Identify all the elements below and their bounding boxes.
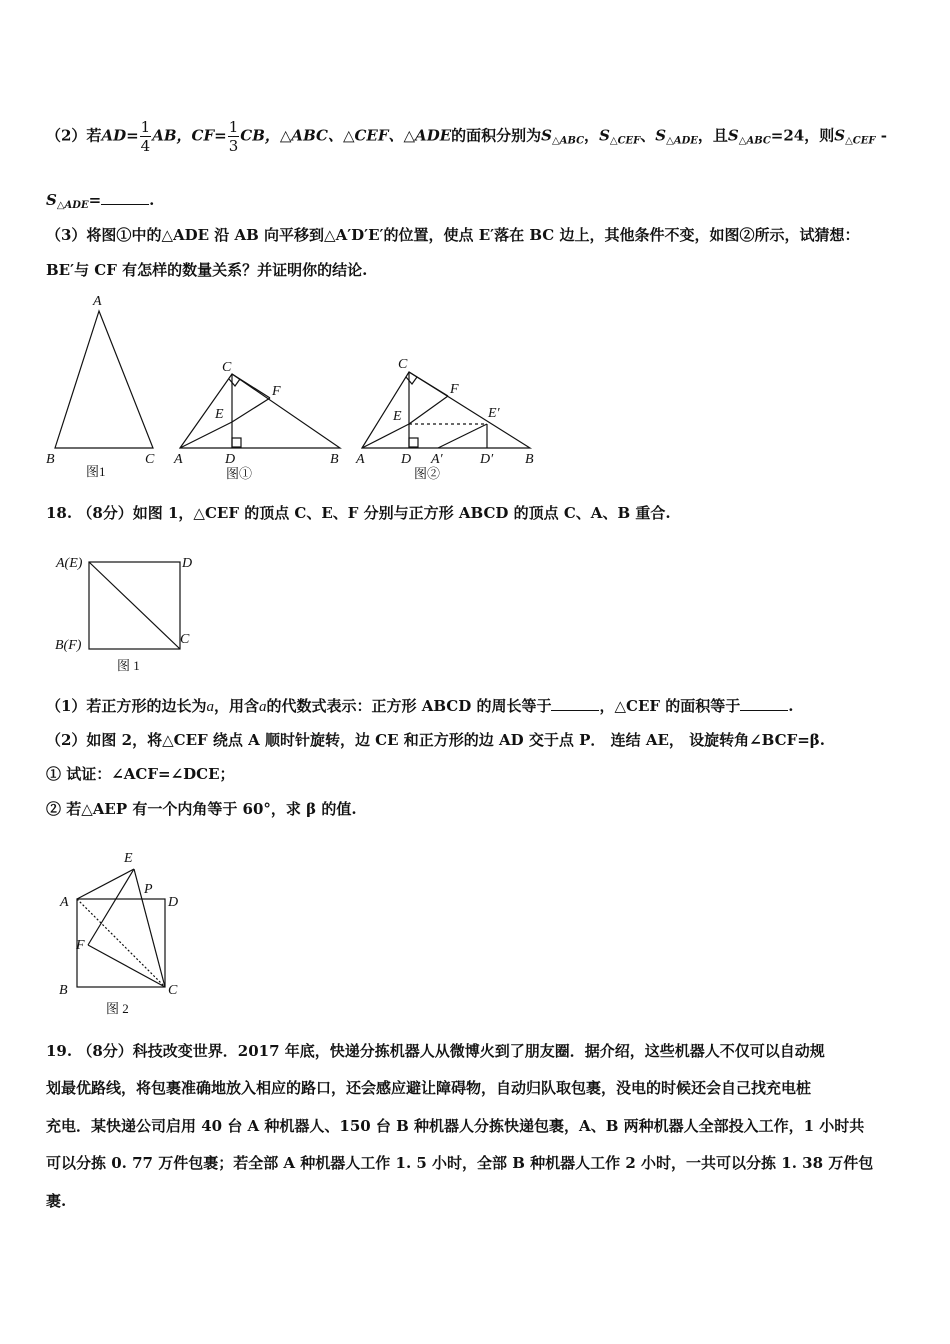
area-symbol: S [46, 191, 57, 209]
q18-part1-text: 的代数式表示：正方形 ABCD 的周长等于 [266, 697, 552, 715]
area-subscript: △CEF [845, 135, 876, 147]
figa-label-b: B [330, 452, 339, 467]
fraction-numerator: 1 [228, 118, 239, 136]
area-symbol: S [655, 126, 667, 145]
q19-line3: 充电．某快递公司启用 40 台 A 种机器人、150 台 B 种机器人分拣快递包裹，A、B 两种机器人全部投入工作，1 小时共 [46, 1117, 865, 1135]
fig1-caption: 图1 [86, 464, 106, 479]
segment-cb: CB， [240, 126, 280, 145]
segment-cf: CF [191, 126, 215, 145]
fig18b-label-b: B [59, 983, 68, 998]
punctuation: ， [584, 126, 600, 145]
segment-ab: AB， [152, 126, 192, 145]
q18-part2-i: ① 试证：∠ACF=∠DCE； [46, 765, 235, 783]
area-subscript: △ADE [56, 200, 89, 211]
q17-part3-line1: （3）将图①中的△ADE 沿 AB 向平移到△A′D′E′的位置，使点 E′落在 BC 边上，其他条件不变，如图②所示，试猜想： [46, 226, 860, 244]
area-symbol: S [599, 126, 610, 145]
equals-sign: = [88, 191, 102, 209]
q18-part1-text: （1）若正方形的边长为 [46, 697, 207, 715]
figb-label-f: F [450, 382, 459, 397]
figa-label-e: E [215, 407, 224, 422]
area-symbol: S [541, 126, 552, 145]
figa-caption: 图① [226, 466, 253, 481]
and-text: ，且 [697, 126, 728, 145]
area-symbol: S [834, 126, 846, 145]
q17-part3-line2: BE′与 CF 有怎样的数量关系？并证明你的结论. [46, 261, 368, 279]
minus-sign: - [875, 126, 887, 145]
fig18b-label-a: A [60, 895, 69, 910]
area-subscript: △ADE [666, 135, 698, 147]
q19-line2: 划最优路线，将包裹准确地放入相应的路口，还会感应避让障碍物，自动归队取包裹，没电的时候还会自己找充电桩 [46, 1079, 812, 1097]
figb-label-e-prime: E′ [488, 406, 500, 421]
figa-label-d: D [225, 452, 236, 467]
fig18b-line-fc [88, 945, 165, 987]
area-subscript: △ABC [738, 135, 771, 147]
q18-part2-ii: ② 若△AEP 有一个内角等于 60°，求 β 的值. [46, 800, 357, 818]
segment-ad: AD [101, 126, 127, 145]
figb-label-a-prime: A′ [431, 452, 443, 467]
figb-label-a: A [356, 452, 365, 467]
variable-a: a [206, 699, 214, 715]
fraction-numerator: 1 [140, 118, 151, 136]
equals-sign: = [214, 126, 227, 145]
fig18b-label-e: E [124, 851, 133, 866]
punctuation: 、 [640, 126, 656, 145]
q18-part1-text: ，△CEF 的面积等于 [599, 697, 741, 715]
q17-part2-prefix: （2）若 [46, 126, 102, 145]
q19-line4: 可以分拣 0. 77 万件包裹；若全部 A 种机器人工作 1. 5 小时，全部 B 种机器人工作 2 小时，一共可以分拣 1. 38 万件包 [46, 1154, 874, 1172]
figb-label-b: B [525, 452, 534, 467]
fig18b-caption: 图 2 [106, 1001, 129, 1016]
punctuation: . [149, 191, 155, 209]
q19-line1: 19. （8分）科技改变世界．2017 年底，快递分拣机器人从微博火到了朋友圈．据介绍，这些机器人不仅可以自动规 [46, 1042, 825, 1060]
figb-label-c: C [398, 357, 408, 372]
fraction-denominator: 4 [140, 137, 151, 155]
punctuation: . [788, 697, 794, 715]
fig18b-dotted-ac [77, 899, 165, 987]
area-symbol: S [727, 126, 739, 145]
triangle-list: △ABC、△CEF、△ADE [279, 126, 452, 145]
q19-line5: 裹. [46, 1192, 67, 1210]
q18-part2: （2）如图 2，将△CEF 绕点 A 顺时针旋转，边 CE 和正方形的边 AD 交于点 P． 连结 AE， 设旋转角∠BCF=β. [46, 731, 825, 749]
area-value-text: =24，则 [770, 126, 835, 145]
fig18a-label-bf: B(F) [55, 638, 82, 653]
figa-label-f: F [272, 384, 281, 399]
equals-sign: = [126, 126, 139, 145]
area-subscript: △ABC [552, 135, 585, 147]
fig1-label-c: C [145, 452, 155, 467]
fig18b-label-f: F [76, 938, 85, 953]
figb-label-d-prime: D′ [480, 452, 494, 467]
figb-label-e: E [393, 409, 402, 424]
fraction-denominator: 3 [228, 137, 239, 155]
fig18b-label-d: D [168, 895, 179, 910]
fig18a-label-ae: A(E) [56, 556, 83, 571]
area-subscript: △CEF [609, 135, 641, 147]
areas-text: 的面积分别为 [451, 126, 542, 145]
fig1-label-a: A [93, 294, 102, 309]
figa-label-a: A [174, 452, 183, 467]
figa-label-c: C [222, 360, 232, 375]
q18-intro: 18. （8分）如图 1，△CEF 的顶点 C、E、F 分别与正方形 ABCD 的顶点 C、A、B 重合. [46, 504, 671, 522]
fig18a-label-c: C [180, 632, 190, 647]
fig18b-label-p: P [144, 882, 153, 897]
variable-a: a [258, 699, 267, 715]
q18-part1-text: ，用含 [213, 697, 259, 715]
fig1-label-b: B [46, 452, 55, 467]
figb-caption: 图② [414, 466, 441, 481]
fig18a-label-d: D [182, 556, 193, 571]
fig18b-label-c: C [168, 983, 178, 998]
fig18a-caption: 图 1 [117, 658, 140, 673]
figb-label-d: D [401, 452, 412, 467]
